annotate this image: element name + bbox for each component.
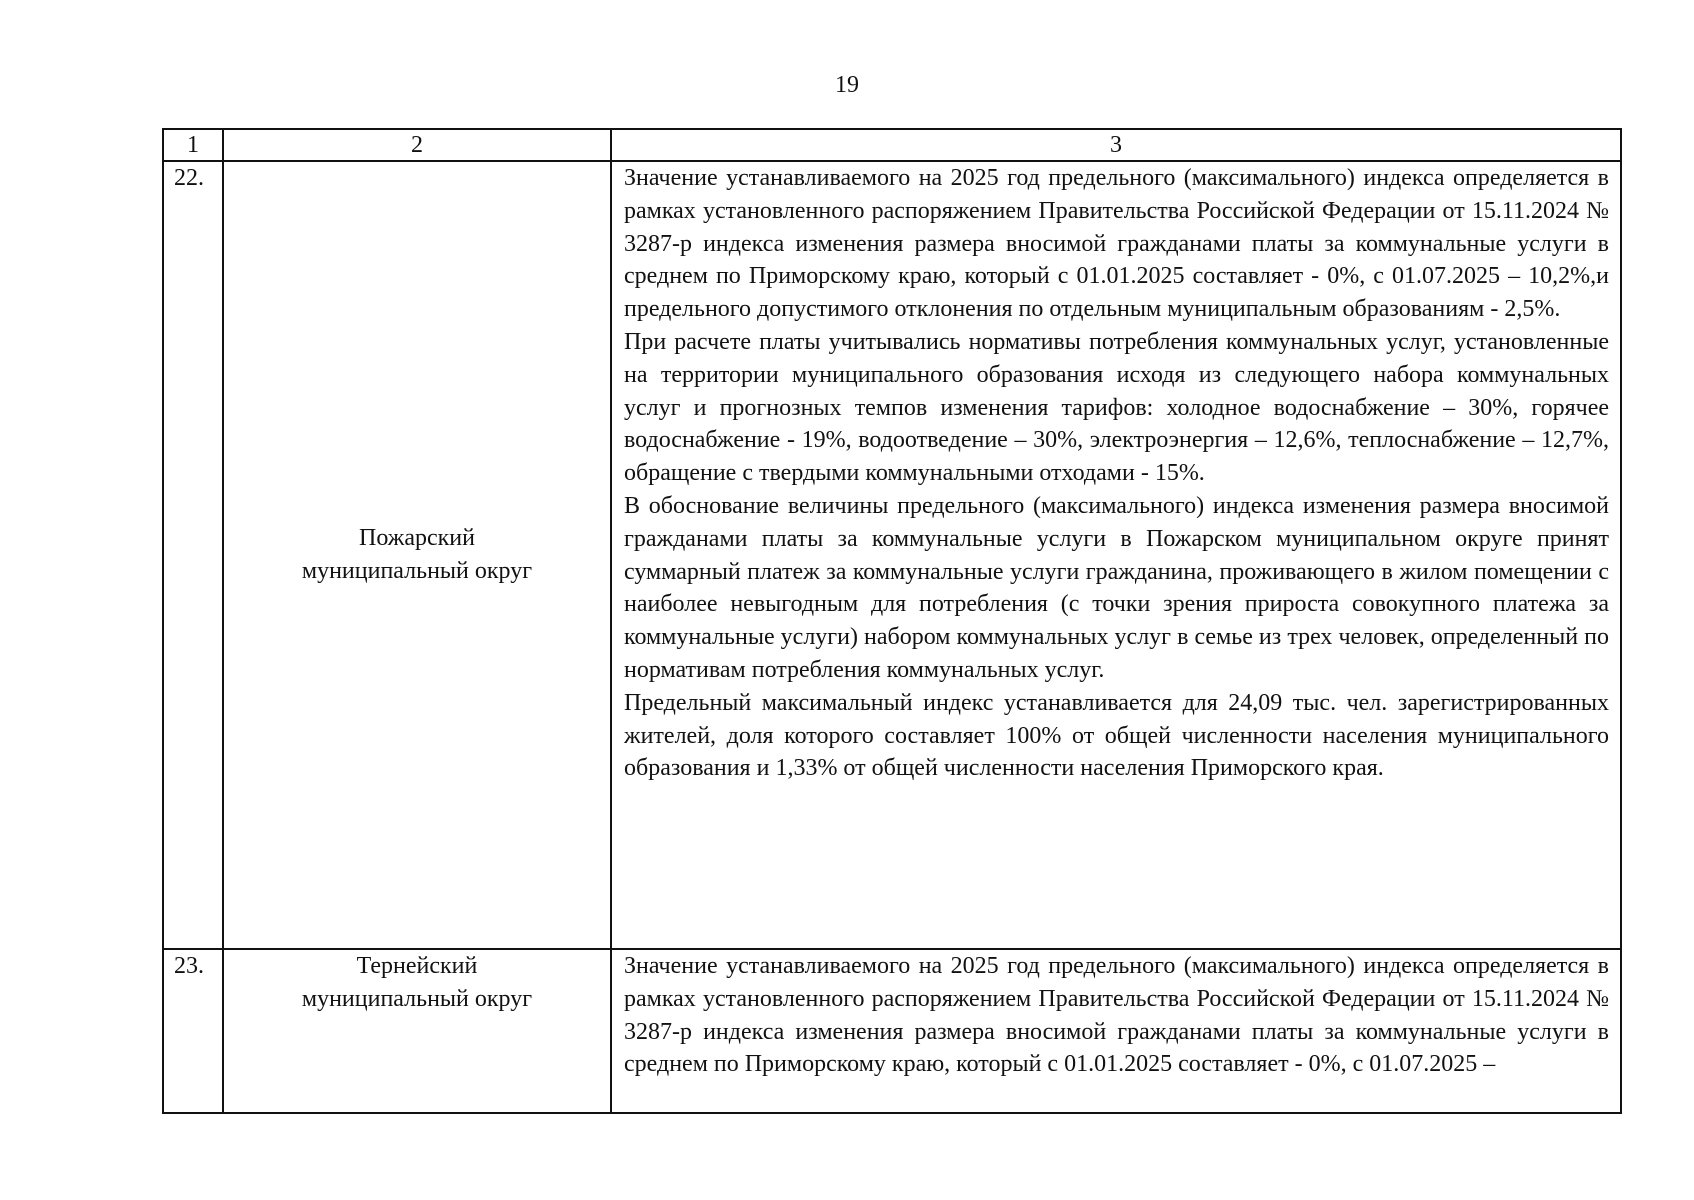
municipality-name-line: Пожарский [359, 525, 475, 552]
municipality-name-line: муниципальный округ [301, 985, 533, 1012]
municipality-name [223, 949, 611, 1113]
column-header-description: 3 [611, 129, 1621, 161]
row-number: 23. [163, 949, 223, 1113]
description-paragraph: Значение устанавливаемого на 2025 год предельного (максимального) индекса определяется в рамках установленного распоряжением Правительства Российской Федерации от 15.11.2024 № 3287-р индекса изменения размера вносимой гражданами платы за коммунальные услуги в среднем по Приморскому краю, который с 01.01.2025 составляет - 0%, с 01.07.2025 – 10,2%,и предельного допустимого отклонения по отдельным муниципальным образованиям - 2,5%. [624, 165, 1609, 323]
row-number: 22. [163, 161, 223, 949]
municipality-name-line: муниципальный округ [301, 558, 533, 584]
page-number: 19 [835, 72, 859, 98]
description-paragraph: В обоснование величины предельного (максимального) индекса изменения размера вносимой гражданами платы за коммунальные услуги в Пожарском муниципальном округе принят суммарный платеж за коммунальные услуги гражданина, проживающего в жилом помещении с наиболее невыгодным для потребления (с точки зрения прироста совокупного платежа за коммунальные услуги) набором коммунальных услуг в семье из трех человек, определенный по нормативам потребления коммунальных услуг. [624, 492, 1609, 683]
municipality-name-line: Тернейский [356, 953, 478, 979]
column-header-municipality: 2 [223, 129, 611, 161]
description-paragraph: Значение устанавливаемого на 2025 год предельного (максимального) индекса определяется в рамках установленного распоряжением Правительства Российской Федерации от 15.11.2024 № 3287-р индекса изменения размера вносимой гражданами платы за коммунальные услуги в среднем по Приморскому краю, который с 01.01.2025 составляет - 0%, с 01.07.2025 – [624, 953, 1609, 1078]
table-row [163, 161, 1621, 949]
description-cell [611, 949, 1621, 1113]
municipality-name [223, 161, 611, 949]
table-row [163, 949, 1621, 1113]
description-paragraph: При расчете платы учитывались нормативы потребления коммунальных услуг, установленные на территории муниципального образования исходя из следующего набора коммунальных услуг и прогнозных темпов изменения тарифов: холодное водоснабжение – 30%, горячее водоснабжение - 19%, водоотведение – 30%, электроэнергия – 12,6%, теплоснабжение – 12,7%, обращение с твердыми коммунальными отходами - 15%. [624, 328, 1609, 487]
index-table [162, 128, 1622, 1114]
description-cell [611, 161, 1621, 949]
description-paragraph: Предельный максимальный индекс устанавливается для 24,09 тыс. чел. зарегистрированных жителей, доля которого составляет 100% от общей численности населения муниципального образования и 1,33% от общей численности населения Приморского края. [624, 689, 1609, 782]
column-header-number: 1 [163, 129, 223, 161]
table-header-row [163, 129, 1621, 161]
